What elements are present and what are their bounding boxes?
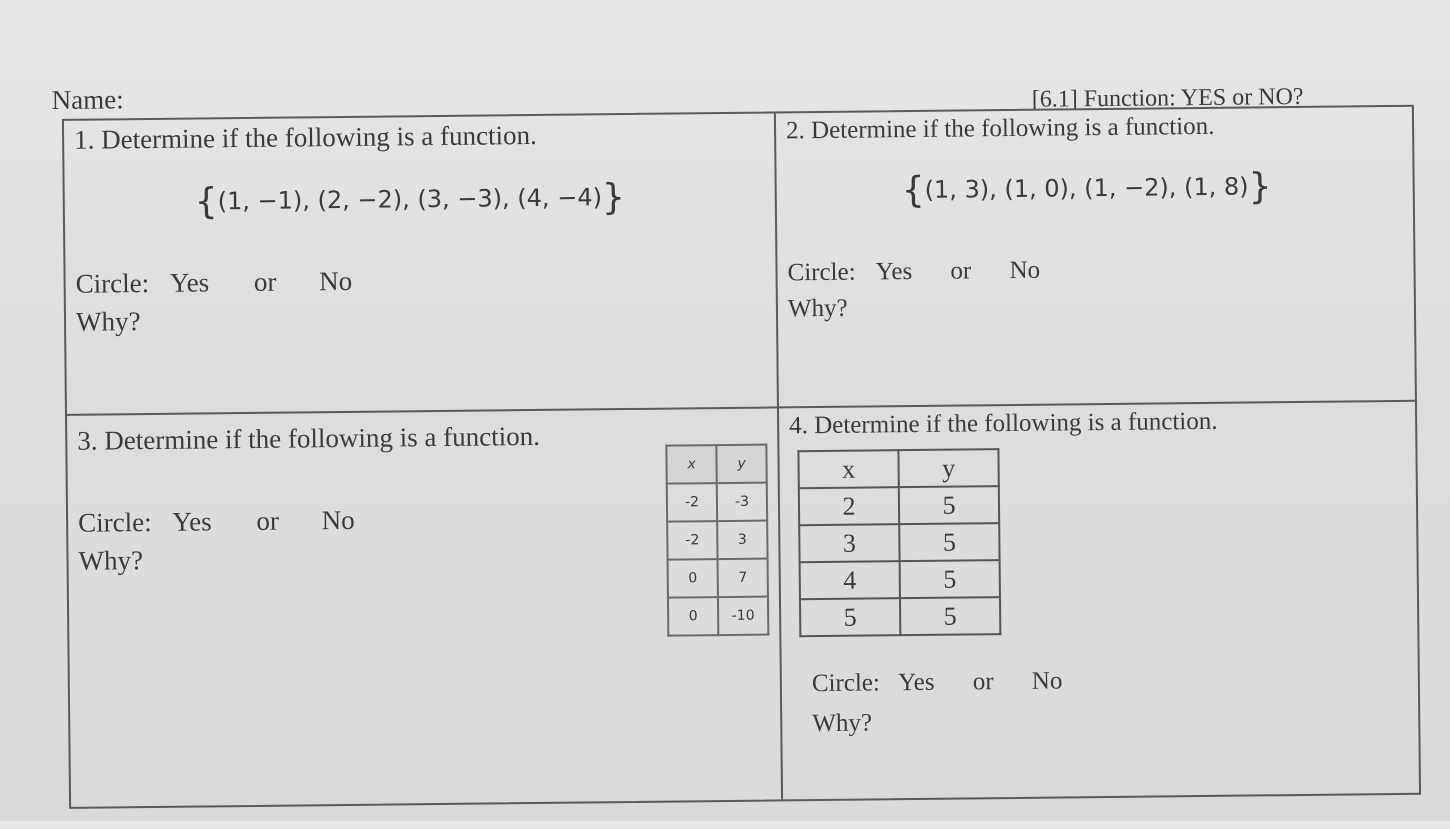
question-2-why: Why? [787,294,848,323]
question-4 [779,402,1419,800]
question-3-table [665,444,769,637]
table-row: 2 5 [799,486,999,525]
table-row: 0 -10 [668,597,768,636]
table-row: 5 5 [800,597,1000,636]
question-2-circle-line: Circle: Yes or No [787,256,1041,287]
table-row: 4 5 [800,560,1000,599]
question-3-yes-option[interactable]: Yes [172,506,212,537]
table-header-y: y [898,449,998,487]
question-2-yes-option[interactable]: Yes [875,258,913,286]
question-2-no-option[interactable]: No [1009,256,1041,285]
question-1-no-option[interactable]: No [318,265,353,297]
question-3-why: Why? [78,545,144,576]
table-row: 3 5 [799,523,999,562]
table-row: -2 3 [667,521,767,560]
question-2 [776,107,1415,409]
question-1-prompt: 1. Determine if the following is a function. [73,119,537,155]
question-4-table [797,448,1001,637]
question-1-circle-line: Circle: Yes or No [75,265,353,299]
question-grid [62,105,1421,809]
question-1-why: Why? [75,306,141,337]
question-1-yes-option[interactable]: Yes [169,267,210,298]
question-2-set: {(1, 3), (1, 0), (1, −2), (1, 8)} [901,166,1272,212]
question-4-yes-option[interactable]: Yes [897,668,935,697]
table-row: -2 -3 [667,483,767,522]
question-3 [67,408,783,806]
question-1 [64,113,779,415]
worksheet-title: [6.1] Function: YES or NO? [1031,83,1304,113]
table-header-x: x [798,450,898,488]
table-header-y: y [716,445,766,484]
question-2-prompt: 2. Determine if the following is a function. [785,112,1215,145]
question-1-set: {(1, −1), (2, −2), (3, −3), (4, −4)} [194,177,626,223]
question-3-circle-line: Circle: Yes or No [77,504,355,538]
question-4-prompt: 4. Determine if the following is a function. [789,407,1218,440]
question-4-no-option[interactable]: No [1031,667,1063,695]
name-label: Name: [51,84,124,116]
question-4-circle-line: Circle: Yes or No [811,667,1063,698]
table-row: 0 7 [668,559,768,598]
question-3-prompt: 3. Determine if the following is a function. [77,420,541,456]
table-header-x: x [666,445,716,484]
question-4-why: Why? [812,709,873,738]
question-3-no-option[interactable]: No [321,504,355,536]
